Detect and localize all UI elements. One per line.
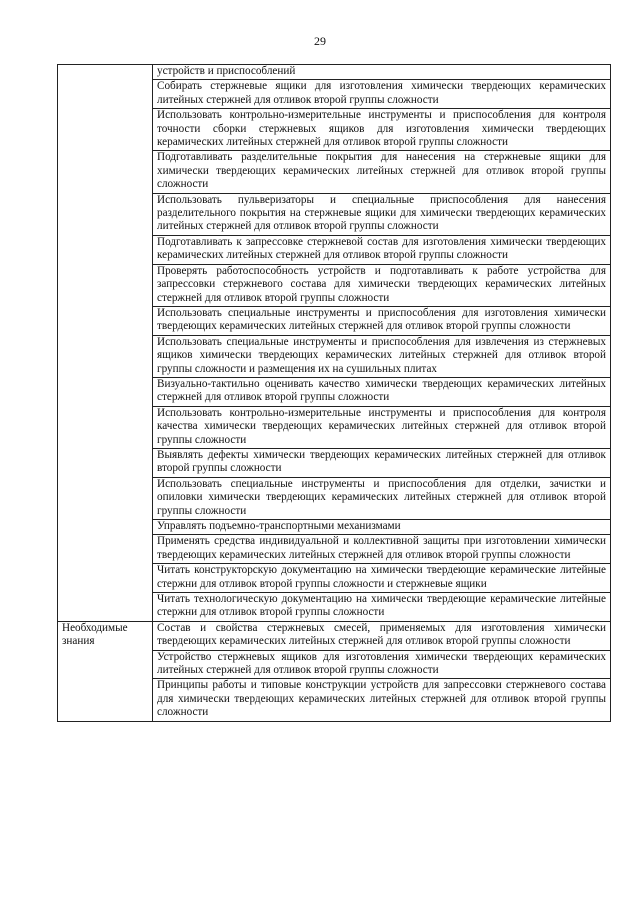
skill-item: Управлять подъемно-транспортными механизмами: [153, 520, 611, 535]
table-row: [58, 65, 611, 80]
skill-item: Читать технологическую документацию на химически твердеющие керамические литейные стержни для отливок второй группы сложности: [153, 593, 611, 622]
skill-item: Собирать стержневые ящики для изготовления химически твердеющих керамических литейных стержней для отливок второй группы сложности: [153, 80, 611, 109]
skills-section-label: [58, 65, 153, 622]
page-number: 29: [314, 34, 326, 48]
skill-item: Использовать контрольно-измерительные инструменты и приспособления для контроля точности сборки стержневых ящиков для изготовления химически твердеющих керамических литейных стержней для отливок второй группы сложности: [153, 109, 611, 151]
knowledge-section-label: Необходимые знания: [58, 621, 153, 721]
skill-item: Визуально-тактильно оценивать качество химически твердеющих керамических литейных стержней для отливок второй группы сложности: [153, 377, 611, 406]
knowledge-item: Устройство стержневых ящиков для изготовления химически твердеющих керамических литейных стержней для отливок второй группы сложности: [153, 650, 611, 679]
skill-item: Проверять работоспособность устройств и подготавливать к работе устройства для запрессовки стержневого состава для химически твердеющих керамических литейных стержней для отливок второй группы сложности: [153, 264, 611, 306]
skill-item: Использовать контрольно-измерительные инструменты и приспособления для контроля качества химически твердеющих керамических литейных стержней для отливок второй группы сложности: [153, 406, 611, 448]
skill-item: Использовать специальные инструменты и приспособления для извлечения из стержневых ящиков химически твердеющих керамических литейных стержней для отливок второй группы сложности и размещения их на сушильных плитах: [153, 335, 611, 377]
skill-item: устройств и приспособлений: [153, 65, 611, 80]
knowledge-item: Принципы работы и типовые конструкции устройств для запрессовки стержневого состава для химически твердеющих керамических литейных стержней для отливок второй группы сложности: [153, 679, 611, 721]
skill-item: Использовать специальные инструменты и приспособления для отделки, зачистки и опиловки химически твердеющих керамических литейных стержней для отливок второй группы сложности: [153, 477, 611, 519]
table-row: [58, 621, 611, 650]
knowledge-item: Состав и свойства стержневых смесей, применяемых для изготовления химически твердеющих керамических литейных стержней для отливок второй группы сложности: [153, 621, 611, 650]
skill-item: Использовать пульверизаторы и специальные приспособления для нанесения разделительного покрытия на стержневые ящики для химически твердеющих керамических литейных стержней для отливок второй группы сложности: [153, 193, 611, 235]
skill-item: Выявлять дефекты химически твердеющих керамических литейных стержней для отливок второй группы сложности: [153, 448, 611, 477]
skill-item: Использовать специальные инструменты и приспособления для изготовления химически твердеющих керамических литейных стержней для отливок второй группы сложности: [153, 306, 611, 335]
skill-item: Подготавливать разделительные покрытия для нанесения на стержневые ящики для химически твердеющих керамических литейных стержней для отливок второй группы сложности: [153, 151, 611, 193]
skill-item: Применять средства индивидуальной и коллективной защиты при изготовлении химически твердеющих керамических литейных стержней для отливок второй группы сложности: [153, 535, 611, 564]
skill-item: Читать конструкторскую документацию на химически твердеющие керамические литейные стержни для отливок второй группы сложности и стержневые ящики: [153, 564, 611, 593]
skill-item: Подготавливать к запрессовке стержневой состав для изготовления химически твердеющих керамических литейных стержней для отливок второй группы сложности: [153, 235, 611, 264]
requirements-table: [57, 64, 611, 722]
